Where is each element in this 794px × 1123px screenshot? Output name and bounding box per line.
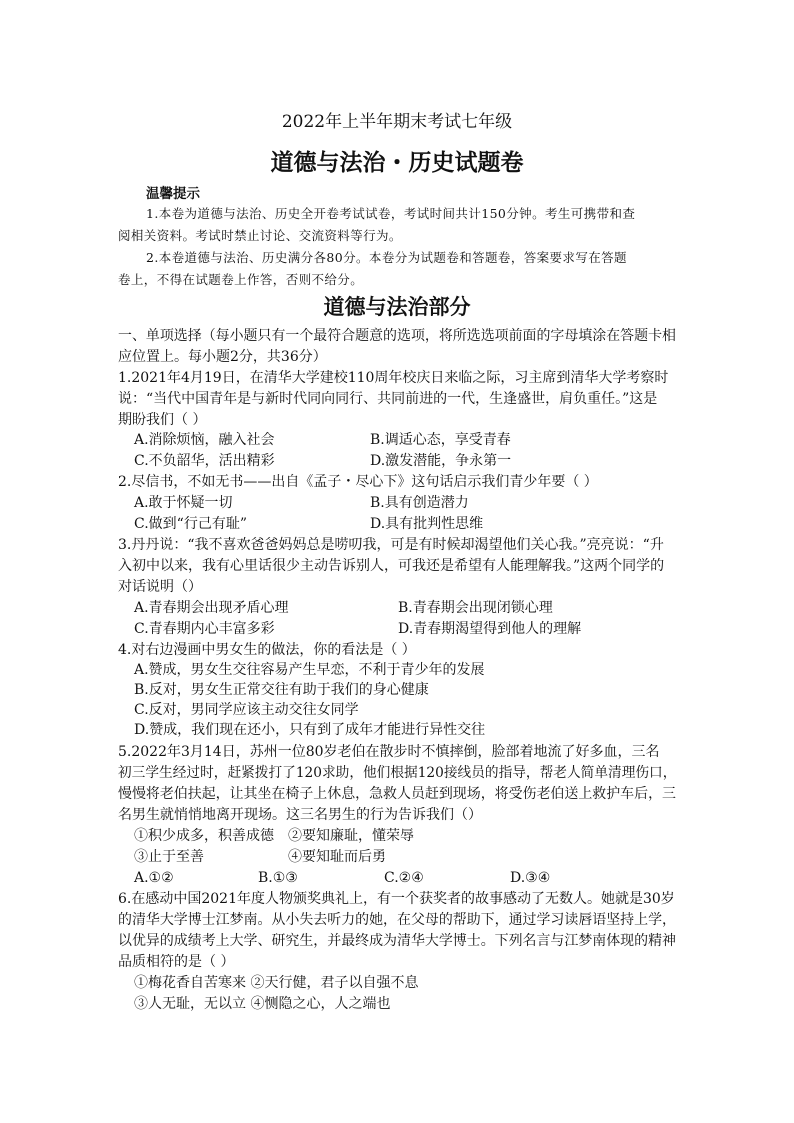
- question-text: 5.2022年3月14日，苏州一位80岁老伯在散步时不慎摔倒，脸部着地流了好多血，三名: [118, 744, 660, 760]
- question-text: 说：“当代中国青年是与新时代同向同行、共同前进的一代，生逢盛世，肩负重任。”这是: [118, 391, 658, 407]
- question-text: 以优异的成绩考上大学、研究生，并最终成为清华大学博士。下列名言与江梦南体现的精神: [118, 933, 676, 949]
- option-a: A.消除烦恼，融入社会: [134, 432, 275, 448]
- option-b: B.①③: [258, 870, 298, 886]
- option-b: B.反对，男女生正常交往有助于我们的身心健康: [134, 682, 429, 698]
- question-text: 的清华大学博士江梦南。从小失去听力的她，在父母的帮助下，通过学习读唇语坚持上学，: [118, 912, 676, 928]
- exam-title: 道德与法治・历史试题卷: [270, 150, 524, 176]
- statement-line: ③人无耻，无以立 ④恻隐之心，人之端也: [134, 996, 391, 1012]
- question-text: 2.尽信书，不如无书——出自《孟子・尽心下》这句话启示我们青少年要（ ）: [118, 474, 598, 490]
- option-a: A.敢于怀疑一切: [134, 495, 233, 511]
- option-c: C.②④: [384, 870, 424, 886]
- tips-line: 2.本卷道德与法治、历史满分各80分。本卷分为试题卷和答题卷，答案要求写在答题: [146, 250, 627, 265]
- option-a: A.①②: [134, 870, 174, 886]
- option-b: B.调适心态，享受青春: [370, 432, 511, 448]
- tips-line: 1.本卷为道德与法治、历史全开卷考试试卷，考试时间共计150分钟。考生可携带和查: [146, 206, 636, 221]
- section-instruction: 一、单项选择（每小题只有一个最符合题意的选项，将所选选项前面的字母填涂在答题卡相: [118, 328, 676, 344]
- option-b: B.具有创造潜力: [370, 495, 469, 511]
- statement-3: ③止于至善: [134, 849, 204, 865]
- tips-line: 卷上，不得在试题卷上作答，否则不给分。: [118, 272, 364, 287]
- option-d: D.激发潜能，争永第一: [370, 453, 512, 469]
- exam-subtitle: 2022年上半年期末考试七年级: [281, 112, 513, 132]
- question-text: 初三学生经过时，赶紧拨打了120求助，他们根据120接线员的指导，帮老人简单清理伤口，: [118, 765, 677, 781]
- question-text: 1.2021年4月19日，在清华大学建校110周年校庆日来临之际，习主席到清华大学考察时: [118, 370, 669, 386]
- option-d: D.具有批判性思维: [370, 516, 484, 532]
- tips-heading: 温馨提示: [146, 186, 200, 202]
- question-text: 对话说明（）: [118, 579, 202, 595]
- option-a: A.赞成，男女生交往容易产生早恋，不利于青少年的发展: [134, 662, 485, 678]
- option-c: C.青春期内心丰富多彩: [134, 621, 275, 637]
- question-text: 期盼我们（ ）: [118, 412, 207, 428]
- tips-line: 阅相关资料。考试时禁止讨论、交流资料等行为。: [118, 228, 402, 243]
- question-text: 入初中以来，我有心里话很少主动告诉别人，可我还是希望有人能理解我。”这两个同学的: [118, 558, 665, 574]
- option-a: A.青春期会出现矛盾心理: [134, 600, 289, 616]
- statement-line: ①梅花香自苦寒来 ②天行健，君子以自强不息: [134, 975, 419, 991]
- option-b: B.青春期会出现闭锁心理: [398, 600, 553, 616]
- option-c: C.不负韶华，活出精彩: [134, 453, 275, 469]
- question-text: 品质相符的是（ ）: [118, 954, 235, 970]
- option-d: D.赞成，我们现在还小，只有到了成年才能进行异性交往: [134, 722, 486, 738]
- section-instruction: 应位置上。每小题2分，共36分）: [118, 349, 327, 365]
- option-d: D.③④: [510, 870, 551, 886]
- question-text: 4.对右边漫画中男女生的做法，你的看法是（ ）: [118, 642, 416, 658]
- statement-2: ②要知廉耻，懂荣辱: [288, 828, 414, 844]
- statement-1: ①积少成多，积善成德: [134, 828, 274, 844]
- question-text: 3.丹丹说：“我不喜欢爸爸妈妈总是唠叨我，可是有时候却渴望他们关心我。”亮亮说：“升: [118, 537, 664, 553]
- option-c: C.做到“行己有耻”: [134, 516, 247, 532]
- statement-4: ④要知耻而后勇: [288, 849, 386, 865]
- question-text: 6.在感动中国2021年度人物颁奖典礼上，有一个获奖者的故事感动了无数人。她就是30岁: [118, 891, 675, 907]
- question-text: 名男生就悄悄地离开现场。这三名男生的行为告诉我们（）: [118, 807, 482, 823]
- option-d: D.青春期渴望得到他人的理解: [398, 621, 582, 637]
- question-text: 慢慢将老伯扶起，让其坐在椅子上休息，急救人员赶到现场，将受伤老伯送上救护车后，三: [118, 786, 676, 802]
- section-title: 道德与法治部分: [323, 295, 471, 319]
- option-c: C.反对，男同学应该主动交往女同学: [134, 702, 359, 718]
